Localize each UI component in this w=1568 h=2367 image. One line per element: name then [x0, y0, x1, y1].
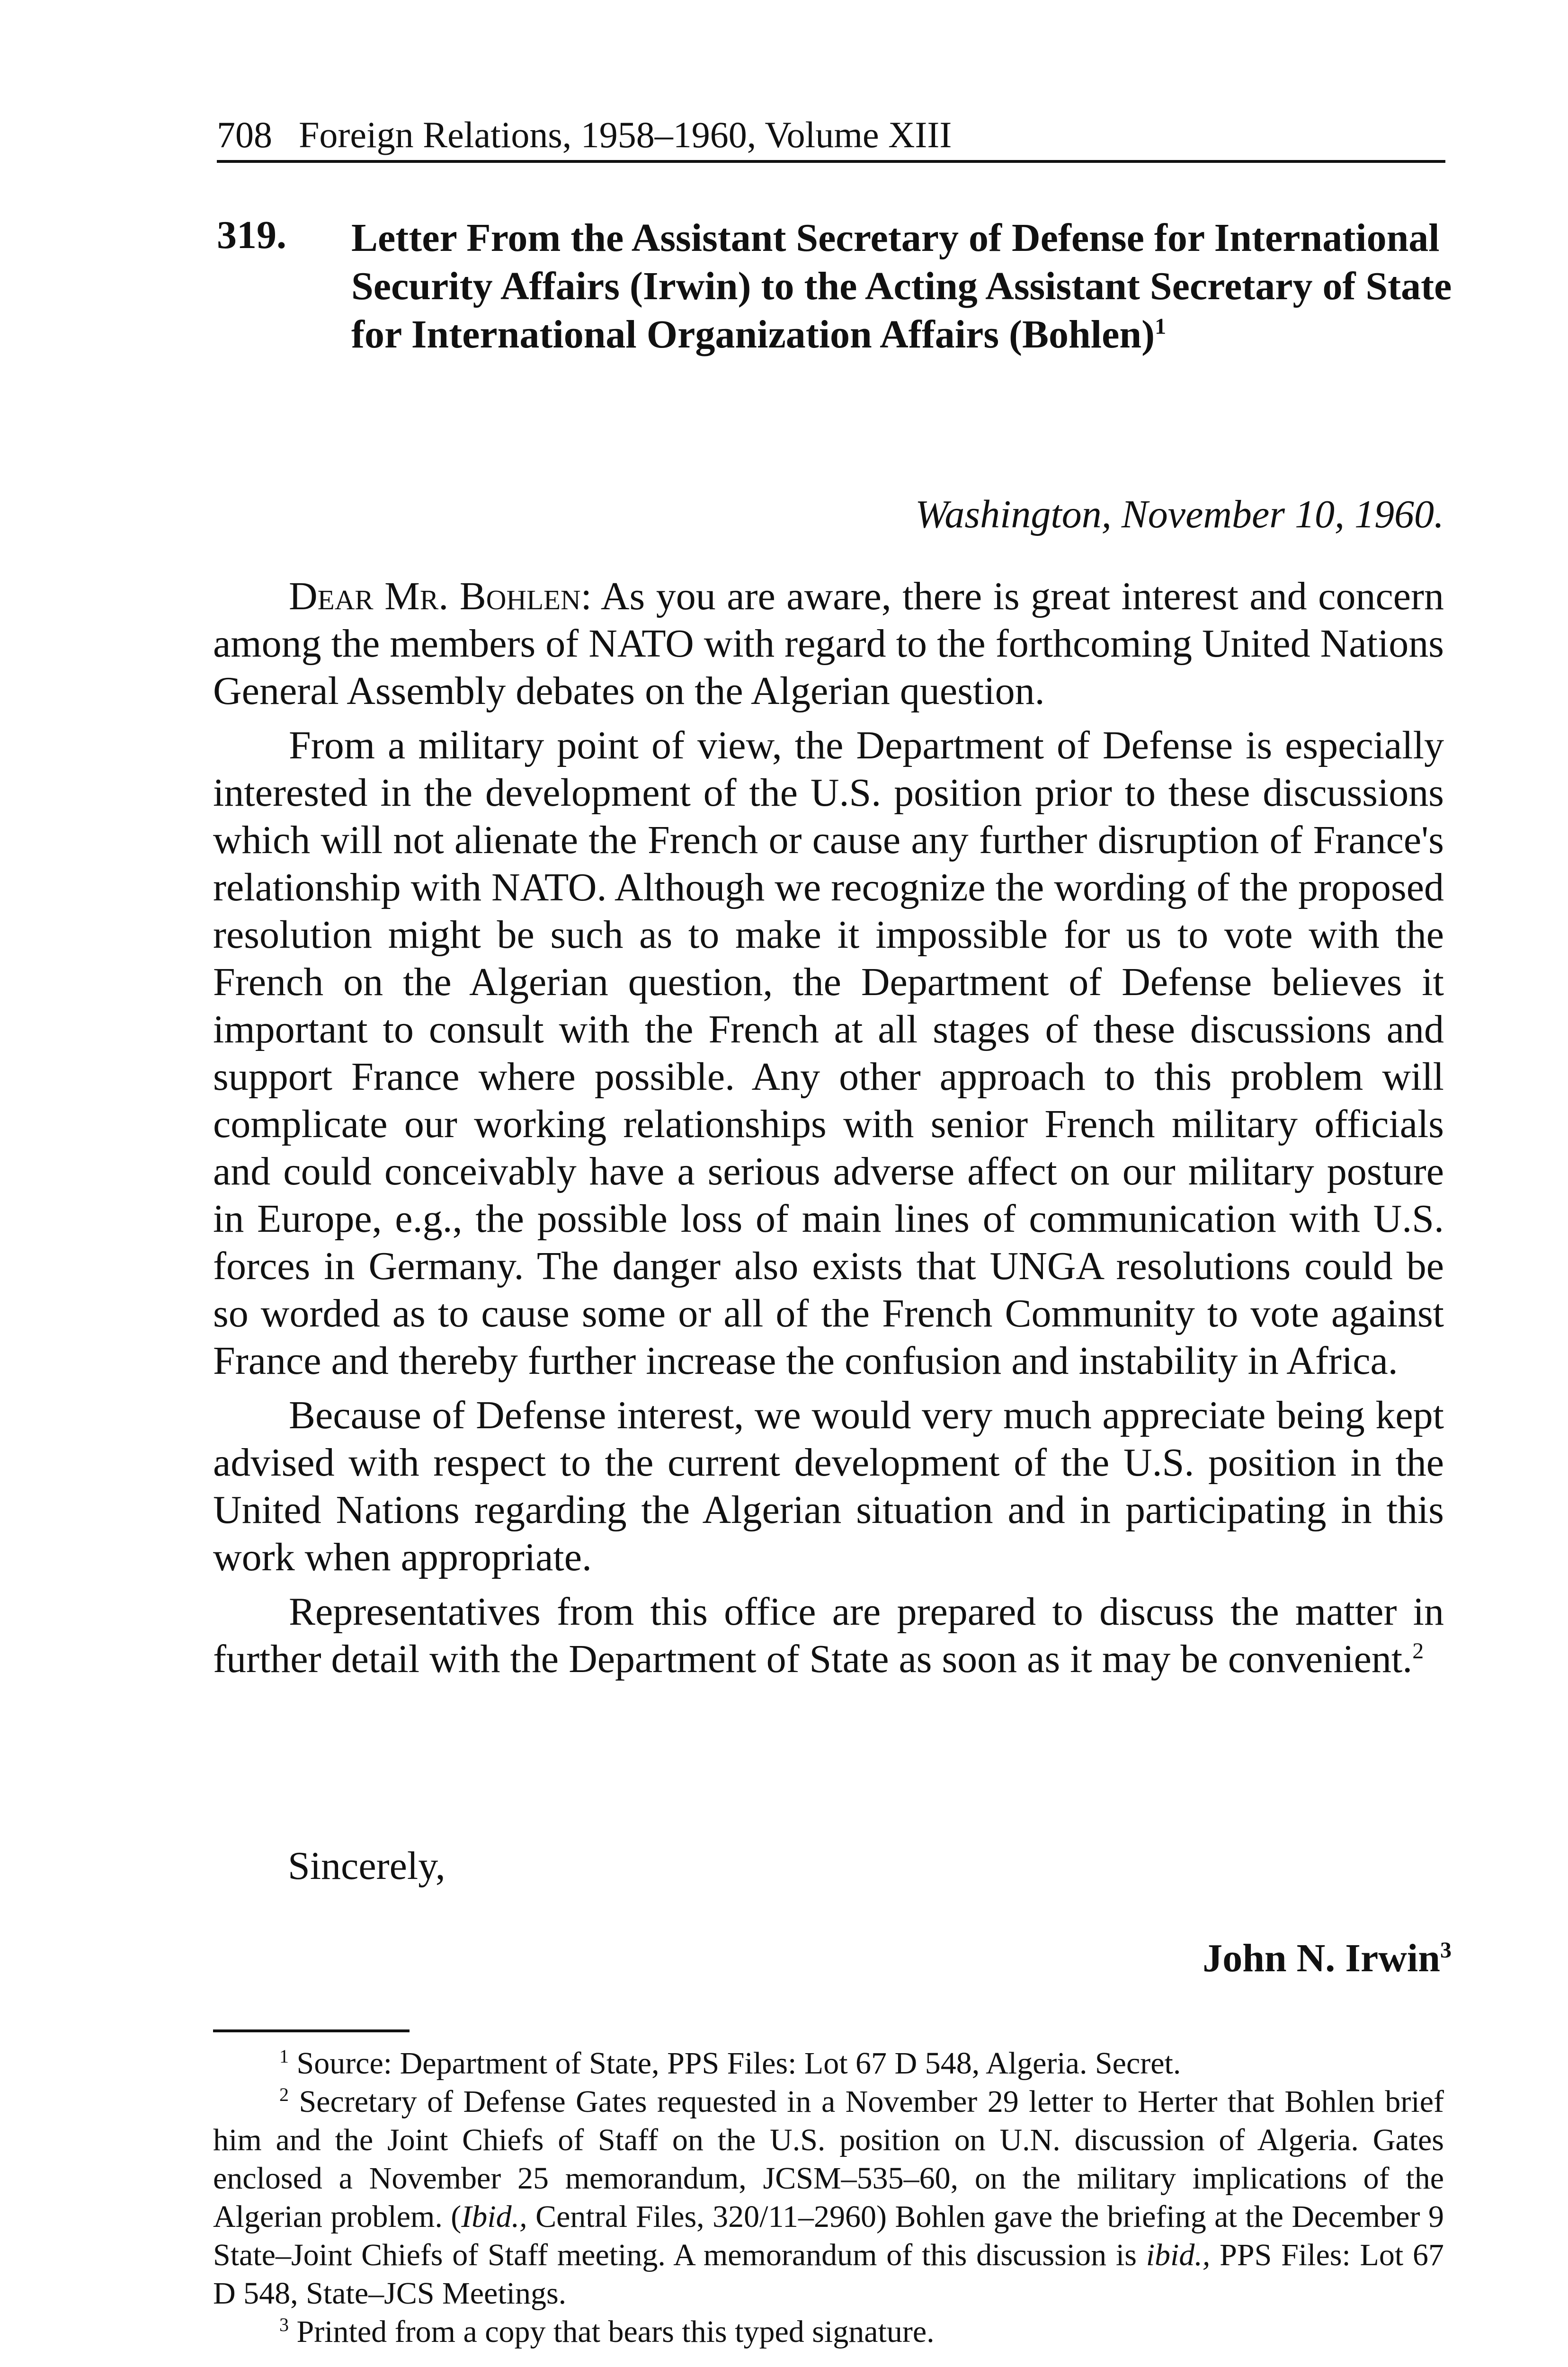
paragraph-2: From a military point of view, the Department of Defense is especially interested in the development of the U.S. position prior to these discussions which will not alienate the French or cause any further disruption of France's relationship with NATO. Although we recognize the wording of the proposed resolution might be such as to make it impossible for us to vote with the French on the Algerian question, the Department of Defense believes it important to consult with the French at all stages of these discussions and support France where possible. Any other approach to this problem will complicate our working relationships with senior French military officials and could conceivably have a serious adverse affect on our military posture in Europe, e.g., the possible loss of main lines of communication with U.S. forces in Germany. The danger also exists that UNGA resolutions could be so worded as to cause some or all of the French Community to vote against France and thereby further increase the confusion and instability in Africa.: [213, 723, 1444, 1383]
document-title-text: Letter From the Assistant Secretary of Defense for International Security Affairs (Irwin) to the Acting Assistant Secretary of State for International Organization Affairs (Bohlen): [351, 216, 1452, 356]
footnote-2-text-a: Secretary of Defense Gates requested in a November 29 letter to Herter that Bohlen brief him and the Joint Chiefs of Staff on the U.S. position on U.N. discussion of Algeria. Gates enclosed a November 25 memorandum, JCSM–535–60, on the military implications of the Algerian problem. (: [213, 2084, 1444, 2234]
paragraph-4-text: Representatives from this office are prepared to discuss the matter in further detail with the Department of State as soon as it may be convenient.: [213, 1590, 1444, 1681]
footnote-2-text-c: PPS Files: Lot 67 D 548, State–JCS Meetings.: [213, 2238, 1444, 2311]
place-and-date: Washington, November 10, 1960.: [915, 492, 1444, 536]
footnote-ref-3: 3: [1440, 1938, 1452, 1963]
footnote-1-text: Source: Department of State, PPS Files: Lot 67 D 548, Algeria. Secret.: [296, 2046, 1181, 2081]
paragraph-1: [213, 573, 1444, 715]
footnote-ref-2: 2: [1412, 1638, 1424, 1664]
footnote-ref-1: 1: [1155, 314, 1167, 339]
footnote-2-number: 2: [279, 2084, 289, 2105]
footnote-2-text-b: Central Files, 320/11–2960) Bohlen gave the briefing at the December 9 State–Joint Chiefs of Staff meeting. A memorandum of this discussion is: [213, 2199, 1444, 2272]
running-title: Foreign Relations, 1958–1960, Volume XIII: [299, 114, 952, 155]
salutation: Dear Mr. Bohlen:: [289, 574, 592, 618]
document-number: 319.: [217, 213, 286, 257]
footnote-divider: [213, 2029, 410, 2032]
footnote-1: [213, 2044, 1444, 2082]
page-number: 708: [217, 114, 272, 155]
paragraph-4: [213, 1588, 1444, 1683]
footnote-3: [213, 2313, 1444, 2351]
closing: Sincerely,: [288, 1844, 445, 1888]
footnote-3-text: Printed from a copy that bears this typed signature.: [296, 2314, 935, 2349]
document-title: [351, 214, 1454, 359]
signature-name: John N. Irwin: [1203, 1936, 1440, 1980]
signature: [1203, 1936, 1452, 1980]
footnote-3-number: 3: [279, 2314, 289, 2335]
letter-body: [213, 573, 1444, 1690]
paragraph-3: Because of Defense interest, we would very much appreciate being kept advised with respect to the current development of the U.S. position in the United Nations regarding the Algerian situation and in participating in this work when appropriate.: [213, 1393, 1444, 1579]
footnote-2-ibid-b: ibid.,: [1146, 2238, 1211, 2272]
footnote-2-ibid-a: Ibid.,: [461, 2199, 527, 2234]
paragraph-1-text: As you are aware, there is great interest and concern among the members of NATO with regard to the forthcoming United Nations General Assembly debates on the Algerian question.: [213, 574, 1444, 713]
footnote-2: [213, 2082, 1444, 2313]
footnotes: [213, 2044, 1444, 2351]
running-header: [217, 112, 1445, 163]
footnote-1-number: 1: [279, 2046, 289, 2067]
